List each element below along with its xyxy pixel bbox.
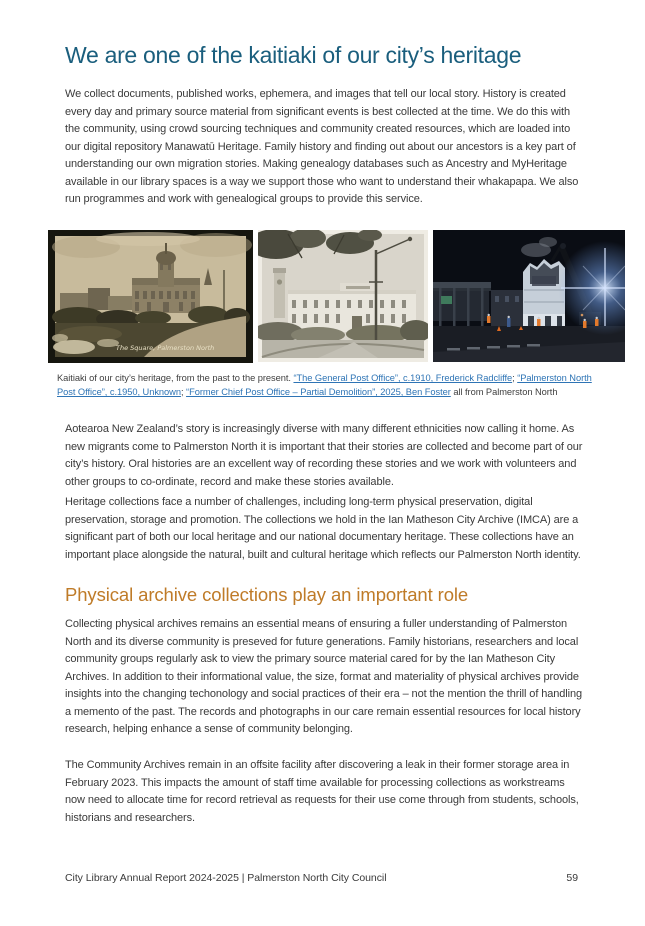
caption-separator: ; — [512, 373, 518, 383]
paragraph-heritage-challenges: Heritage collections face a number of challenges, including long-term physical preservation, digital preservation, storage and promotion. The collections we hold in the Ian Matheson City Archive (IMCA) are a significant part of both our local heritage and our national documentary heritage. These collections have an important place alongside the natural, built and cultural heritage which reflects our Palmerston North identity. — [65, 496, 581, 561]
night-demolition-image — [433, 230, 625, 362]
section-heading-physical-archives: Physical archive collections play an important role — [65, 584, 469, 605]
caption-lead-text: Kaitiaki of our city’s heritage, from the past to the present. — [57, 373, 294, 383]
postcard-handwriting: The Square, Palmerston North — [116, 344, 215, 352]
caption-tail-text: all from Palmerston North — [450, 386, 558, 397]
paragraph-community-archives: The Community Archives remain in an offsite facility after discovering a leak in their former storage area in February 2023. This impacts the amount of staff time available for processing collections as workstreams now need to allocate time for record retrieval as requests for their use come through from students, schools, historians and researchers. — [65, 759, 579, 824]
photo-row — [48, 230, 625, 363]
paragraph-diverse-stories: Aotearoa New Zealand’s story is increasingly diverse with many different ethnicities now calling it home. As new migrants come to Palmerston North it is important that their stories are collected and become part of our city’s history. Oral histories are an excellent way of recording these stories and we work with volunteers and other groups to co-ordinate, record and make these stories available. — [65, 423, 583, 488]
link-partial-demolition[interactable]: “Former Chief Post Office – Partial Demolition”, 2025, Ben Foster — [186, 386, 451, 397]
page-title: We are one of the kaitiaki of our city’s heritage — [65, 42, 522, 68]
paragraph-physical-archives: Collecting physical archives remains an essential means of ensuring a fuller understanding of Palmerston North and its diverse community is preseved for future generations. Family historians, researchers and local community groups regularly ask to view the primary source material cared for by the Ian Matheson City Archives. In addition to their informational value, the size, format and materiality of physical archives provide insights into the changing techonology and social practices of their era – not the mention the thrill of handling a memento of the past. The records and photographs in our care remain essential resources for local history research, helping enhance a sense of community belonging. — [65, 618, 583, 735]
photo-general-post-office-1910 — [48, 230, 253, 363]
footer-page-number: 59 — [566, 872, 578, 884]
page-footer — [65, 872, 578, 884]
photo-demolition-2025 — [433, 230, 625, 362]
footer-report-title: City Library Annual Report 2024-2025 | Palmerston North City Council — [65, 872, 387, 884]
photo-post-office-1950 — [258, 230, 428, 362]
link-palmerston-north-post-office[interactable]: “Palmerston North Post Office”, c.1950, Unknown — [57, 373, 592, 397]
link-general-post-office[interactable]: “The General Post Office”, c.1910, Frederick Radcliffe — [293, 373, 513, 383]
caption-separator: ; — [180, 386, 187, 397]
photo-caption — [57, 372, 602, 402]
paragraph-collecting-heritage: We collect documents, published works, ephemera, and images that tell our local story. History is created every day and primary source material from significant events is best collected at the time. We do this with the community, using crowd sourcing techniques and community created resources, which are loaded into our digital repository Manawatū Heritage. Family history and finding out about our ancestors is a key part of understanding our own migration stories. Making genealogy databases such as Ancestry and MyHeritage available in our library spaces is a way we support those who want to understand their whakapapa. We also run programmes and work with genealogical groups to provide this service. — [65, 88, 579, 205]
sepia-postcard-image — [48, 230, 253, 363]
black-white-photo-image — [258, 230, 428, 362]
